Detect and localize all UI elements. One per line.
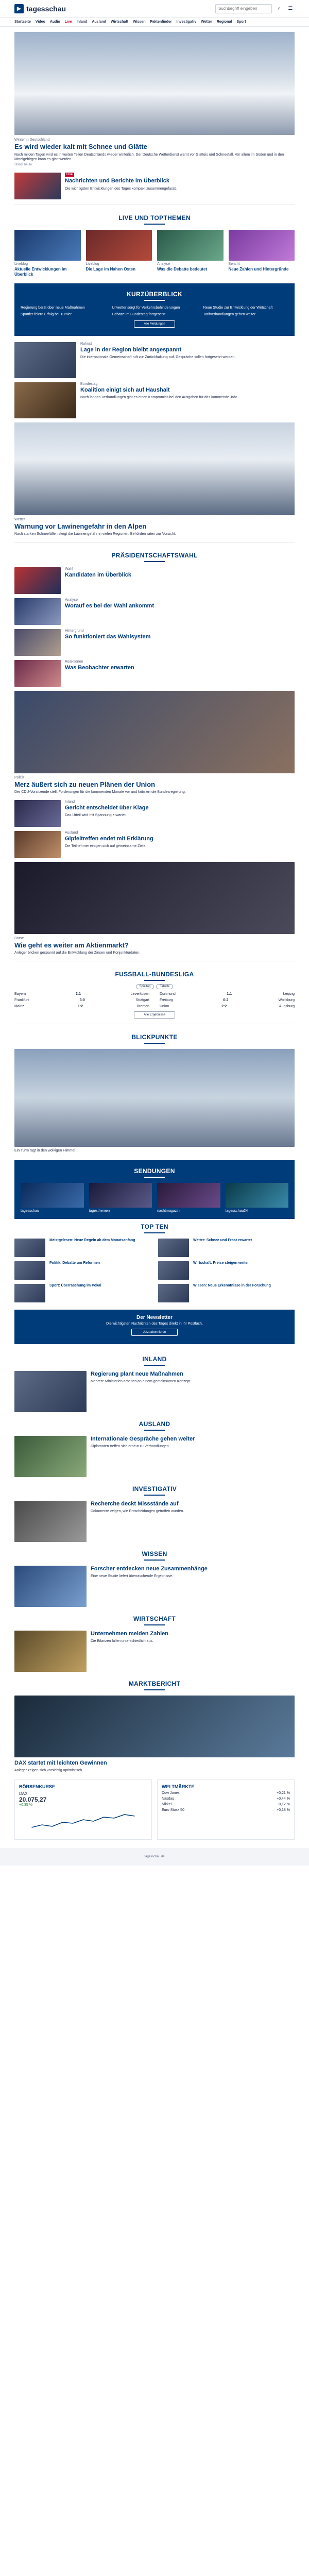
match-row[interactable]: Frankfurt 3:0 Stuttgart [14, 998, 149, 1002]
article-image[interactable] [14, 1631, 87, 1672]
market-row[interactable]: Euro Stoxx 50 +0,18 % [162, 1808, 290, 1812]
match-row[interactable]: Freiburg 0:2 Wolfsburg [160, 998, 295, 1002]
market-row[interactable]: Nasdaq +0,44 % [162, 1797, 290, 1801]
index-name: DAX [19, 1791, 28, 1796]
kurz-more-button[interactable]: Alle Meldungen [134, 320, 175, 328]
topten-image[interactable] [14, 1239, 45, 1257]
sendung-image[interactable] [21, 1183, 84, 1208]
nav-item[interactable]: Wissen [133, 20, 146, 24]
index-change: +0,35 % [19, 1803, 32, 1807]
top-story-meta: Stand: heute [14, 163, 32, 167]
section-title: KURZÜBERBLICK [21, 286, 288, 303]
newsletter-box [14, 1310, 295, 1344]
live-badge: Live [65, 173, 74, 177]
live-item[interactable]: Bericht Neue Zahlen und Hintergründe [229, 230, 295, 277]
live-item-image[interactable] [229, 230, 295, 261]
topten-section [0, 1219, 309, 1302]
article-item[interactable]: Internationale Gespräche gehen weiter Diplomaten treffen sich erneut zu Verhandlungen. [0, 1436, 309, 1477]
marktbericht-headline[interactable]: DAX startet mit leichten Gewinnen [14, 1760, 107, 1767]
logo-icon: ▶ [14, 4, 24, 13]
live-item-headline[interactable]: Was die Debatte bedeutet [157, 267, 208, 272]
article-headline[interactable]: Recherche deckt Missstände auf [91, 1501, 179, 1507]
article-item[interactable]: Wahl Kandidaten im Überblick [14, 567, 295, 594]
kurz-item[interactable]: Debatte im Bundestag fortgesetzt [112, 312, 166, 316]
article-item[interactable]: Bundestag Koalition einigt sich auf Haushalt Nach langen Verhandlungen gibt es einen Kompromiss bei den Ausgaben für das kommende Jahr. [14, 382, 295, 418]
top-story-image[interactable] [14, 32, 295, 135]
top-story-kicker: Winter in Deutschland [14, 138, 50, 142]
topten-image[interactable] [14, 1261, 45, 1280]
topten-item[interactable]: Wetter: Schnee und Frost erwartet [158, 1239, 295, 1257]
marktbericht-image[interactable] [14, 1696, 295, 1757]
feature-b[interactable]: Politik Merz äußert sich zu neuen Plänen der Union Der CDU-Vorsitzende stellt Forderungen für die kommenden Monate vor und kritisiert die Bundesregierung. [0, 691, 309, 795]
article-item[interactable]: Recherche deckt Missstände auf Dokumente zeigen, wie Entscheidungen getroffen wurden. [0, 1501, 309, 1542]
top-story-headline[interactable]: Es wird wieder kalt mit Schnee und Glätte [14, 143, 147, 150]
index-value: 20.075,27 [19, 1795, 47, 1803]
section-title: AUSLAND [0, 1416, 309, 1433]
sendung-image[interactable] [226, 1183, 289, 1208]
article-headline[interactable]: Koalition einigt sich auf Haushalt [80, 386, 170, 393]
footer [0, 1848, 309, 1866]
section-title: SENDUNGEN [21, 1163, 288, 1180]
article-headline[interactable]: Worauf es bei der Wahl ankommt [65, 602, 154, 609]
section-title: INVESTIGATIV [0, 1481, 309, 1498]
nav-item[interactable]: Faktenfinder [150, 20, 172, 24]
match-row[interactable]: Union 2:2 Augsburg [160, 1004, 295, 1008]
sub-story[interactable] [14, 173, 295, 199]
live-item-headline[interactable]: Aktuelle Entwicklungen im Überblick [14, 267, 67, 277]
live-item[interactable]: Liveblog Aktuelle Entwicklungen im Überblick [14, 230, 81, 277]
article-image[interactable] [14, 382, 76, 418]
section-title: WIRTSCHAFT [0, 1611, 309, 1628]
article-item[interactable]: Ausland Gipfeltreffen endet mit Erklärung Die Teilnehmer einigen sich auf gemeinsame Ziele. [14, 831, 295, 858]
feature-headline[interactable]: Merz äußert sich zu neuen Plänen der Union [14, 780, 156, 788]
article-headline[interactable]: Gipfeltreffen endet mit Erklärung [65, 835, 153, 842]
section-title: WISSEN [0, 1546, 309, 1563]
live-item-image[interactable] [86, 230, 152, 261]
blickpunkt-caption: Ein Turm ragt in den wolkigen Himmel [14, 1148, 75, 1153]
live-item[interactable]: Liveblog Die Lage im Nahen Osten [86, 230, 152, 277]
topten-image[interactable] [158, 1239, 189, 1257]
nav-item[interactable]: Sport [236, 20, 246, 24]
logo-text: tagesschau [26, 4, 66, 13]
match-row[interactable]: Mainz 1:2 Bremen [14, 1004, 149, 1008]
article-item[interactable]: Analyse Worauf es bei der Wahl ankommt [14, 598, 295, 625]
feature-headline[interactable]: Warnung vor Lawinengefahr in den Alpen [14, 522, 147, 530]
blickpunkt-image[interactable] [14, 1049, 295, 1147]
sendung-item[interactable]: tagesthemen [89, 1183, 152, 1213]
menu-icon[interactable]: ☰ [288, 6, 293, 11]
section-title: PRÄSIDENTSCHAFTSWAHL [0, 548, 309, 564]
sub-story-headline[interactable]: Nachrichten und Berichte im Überblick [65, 178, 169, 184]
topten-image[interactable] [158, 1261, 189, 1280]
article-item[interactable]: Nahost Lage in der Region bleibt angespannt Die internationale Gemeinschaft ruft zur Zurückhaltung auf. Gespräche sollen fortgesetzt werden. [14, 342, 295, 378]
article-image[interactable] [14, 1371, 87, 1412]
topten-image[interactable] [158, 1284, 189, 1302]
match-row[interactable]: Dortmund 1:1 Leipzig [160, 992, 295, 996]
live-section [0, 210, 309, 277]
top-story-teaser: Nach milden Tagen wird es in weiten Teilen Deutschlands wieder winterlich. Der Deutsche Wetterdienst warnt vor Glatteis und Schneefall. Vor allem im Süden und in den Mittelgebirgen kann es glatt werden. [14, 152, 284, 162]
election-section [0, 548, 309, 687]
ressort-wirtschaft [0, 1611, 309, 1672]
main-nav [0, 18, 309, 27]
section-title: INLAND [0, 1351, 309, 1368]
nav-item[interactable]: Startseite [14, 20, 31, 24]
section-title: FUSSBALL-BUNDESLIGA [0, 967, 309, 983]
article-headline[interactable]: Internationale Gespräche gehen weiter [91, 1436, 195, 1443]
newsletter-text: Die wichtigsten Nachrichten des Tages direkt in Ihr Postfach. [106, 1322, 203, 1326]
marktbericht-section [0, 1676, 309, 1773]
kurz-item[interactable]: Unwetter sorgt für Verkehrsbehinderungen [112, 306, 180, 310]
bundesliga-section [0, 967, 309, 1019]
article-image[interactable] [14, 831, 61, 858]
topten-item[interactable]: Wirtschaft: Preise steigen weiter [158, 1261, 295, 1280]
tab-spieltag[interactable]: Spieltag [136, 984, 154, 989]
ressort-wissen [0, 1546, 309, 1607]
newsletter-title: Der Newsletter [136, 1315, 173, 1321]
nav-item[interactable]: Ausland [92, 20, 106, 24]
article-headline[interactable]: Kandidaten im Überblick [65, 571, 131, 578]
sendung-item[interactable]: nachtmagazin [157, 1183, 220, 1213]
article-headline[interactable]: Unternehmen melden Zahlen [91, 1631, 168, 1637]
feature-a[interactable]: Wetter Warnung vor Lawinengefahr in den Alpen Nach starken Schneefällen steigt die Lawinengefahr in vielen Regionen. Behörden raten zur Vorsicht. [0, 422, 309, 537]
feature-image[interactable] [14, 422, 295, 515]
article-image[interactable] [14, 629, 61, 656]
ressort-ausland [0, 1416, 309, 1477]
nav-item[interactable]: Regional [216, 20, 232, 24]
newsletter-button[interactable]: Jetzt abonnieren [131, 1329, 178, 1336]
article-image[interactable] [14, 598, 61, 625]
article-list-b [0, 800, 309, 858]
article-image[interactable] [14, 800, 61, 827]
section-title: MARKTBERICHT [0, 1676, 309, 1692]
topten-item[interactable]: Wissen: Neue Erkenntnisse in der Forschung [158, 1284, 295, 1302]
kurz-item[interactable]: Regierung berät über neue Maßnahmen [21, 306, 85, 310]
tab-tabelle[interactable]: Tabelle [156, 984, 173, 989]
footer-text[interactable]: tagesschau.de [144, 1855, 165, 1858]
feature-image[interactable] [14, 691, 295, 773]
top-story[interactable] [0, 27, 309, 199]
article-item[interactable]: Unternehmen melden Zahlen Die Bilanzen fallen unterschiedlich aus. [0, 1631, 309, 1672]
header-bar [0, 0, 309, 18]
article-headline[interactable]: Forscher entdecken neue Zusammenhänge [91, 1566, 208, 1572]
boerse-box: BÖRSENKURSE DAX 20.075,27 +0,35 % [14, 1780, 152, 1840]
nav-item[interactable]: Inland [76, 20, 88, 24]
topten-item[interactable]: Meistgelesen: Neue Regeln ab dem Monatsanfang [14, 1239, 151, 1257]
search-icon[interactable]: ⌕ [278, 6, 281, 11]
nav-item[interactable]: Investigativ [176, 20, 197, 24]
nav-item[interactable]: Audio [49, 20, 60, 24]
live-item-image[interactable] [14, 230, 81, 261]
article-headline[interactable]: Regierung plant neue Maßnahmen [91, 1371, 183, 1378]
live-item-headline[interactable]: Die Lage im Nahen Osten [85, 267, 135, 272]
topten-image[interactable] [14, 1284, 45, 1302]
nav-item[interactable]: Video [35, 20, 45, 24]
article-item[interactable]: Forscher entdecken neue Zusammenhänge Eine neue Studie liefert überraschende Ergebnisse. [0, 1566, 309, 1607]
bundesliga-more-button[interactable]: Alle Ergebnisse [134, 1011, 175, 1019]
article-item[interactable]: Hintergrund So funktioniert das Wahlsystem [14, 629, 295, 656]
marktbericht-item[interactable]: DAX startet mit leichten Gewinnen Anleger zeigen sich vorsichtig optimistisch. [0, 1696, 309, 1773]
weltmaerkte-box: WELTMÄRKTE Dow Jones +0,21 % Nasdaq +0,44 % Nikkei -0,12 % Euro Stoxx 50 +0,18 % [157, 1780, 295, 1840]
live-item[interactable]: Analyse Was die Debatte bedeutet [157, 230, 224, 277]
nav-item[interactable]: Wetter [201, 20, 212, 24]
sub-story-image[interactable] [14, 173, 61, 199]
match-row[interactable]: Bayern 2:1 Leverkusen [14, 992, 149, 996]
article-image[interactable] [14, 567, 61, 594]
logo[interactable] [14, 4, 66, 13]
sendung-item[interactable]: tagesschau24 [226, 1183, 289, 1213]
live-item-headline[interactable]: Neue Zahlen und Hintergründe [228, 267, 289, 272]
section-title: TOP TEN [0, 1219, 309, 1235]
sendung-item[interactable]: tagesschau [21, 1183, 84, 1213]
kurz-section [14, 283, 295, 336]
article-headline[interactable]: Gericht entscheidet über Klage [65, 804, 149, 811]
live-item-image[interactable] [157, 230, 224, 261]
topten-item[interactable]: Sport: Überraschung im Pokal [14, 1284, 151, 1302]
sub-story-teaser: Die wichtigsten Entwicklungen des Tages kompakt zusammengefasst. [65, 187, 177, 191]
article-item[interactable]: Regierung plant neue Maßnahmen Mehrere Ministerien arbeiten an einem gemeinsamen Konzept. [0, 1371, 309, 1412]
article-item[interactable]: Inland Gericht entscheidet über Klage Das Urteil wird mit Spannung erwartet. [14, 800, 295, 827]
section-title: LIVE UND TOPTHEMEN [0, 210, 309, 227]
search-input[interactable] [215, 4, 272, 13]
article-list-a [0, 342, 309, 418]
market-row[interactable]: Nikkei -0,12 % [162, 1802, 290, 1806]
kurz-item[interactable]: Neue Studie zur Entwicklung der Wirtschaft [203, 306, 273, 310]
sendung-image[interactable] [89, 1183, 152, 1208]
index-sparkline [19, 1807, 147, 1833]
sendung-image[interactable] [157, 1183, 220, 1208]
kurz-item[interactable]: Sportler feiern Erfolg bei Turnier [21, 312, 72, 316]
ressort-investigativ [0, 1481, 309, 1542]
section-title: BLICKPUNKTE [0, 1029, 309, 1046]
blickpunkt-section [0, 1029, 309, 1153]
ressort-inland [0, 1351, 309, 1412]
article-image[interactable] [14, 1566, 87, 1607]
article-headline[interactable]: Was Beobachter erwarten [65, 664, 134, 671]
feature-headline[interactable]: Wie geht es weiter am Aktienmarkt? [14, 941, 129, 949]
market-row[interactable]: Dow Jones +0,21 % [162, 1791, 290, 1795]
nav-item[interactable]: Wirtschaft [110, 20, 129, 24]
search [215, 4, 295, 13]
boerse-section [0, 1780, 309, 1840]
article-image[interactable] [14, 1436, 87, 1477]
kurz-item[interactable]: Tarifverhandlungen gehen weiter [203, 312, 256, 316]
feature-c[interactable]: Börse Wie geht es weiter am Aktienmarkt? Anleger blicken gespannt auf die Entwicklung der Zinsen und Konjunkturdaten. [0, 862, 309, 956]
article-image[interactable] [14, 660, 61, 687]
article-image[interactable] [14, 342, 76, 378]
nav-item-live[interactable]: Live [64, 20, 72, 24]
article-image[interactable] [14, 1501, 87, 1542]
sendungen-section [14, 1160, 295, 1219]
article-item[interactable]: Reaktionen Was Beobachter erwarten [14, 660, 295, 687]
topten-item[interactable]: Politik: Debatte um Reformen [14, 1261, 151, 1280]
article-headline[interactable]: Lage in der Region bleibt angespannt [80, 346, 182, 353]
article-headline[interactable]: So funktioniert das Wahlsystem [65, 633, 151, 640]
feature-image[interactable] [14, 862, 295, 934]
